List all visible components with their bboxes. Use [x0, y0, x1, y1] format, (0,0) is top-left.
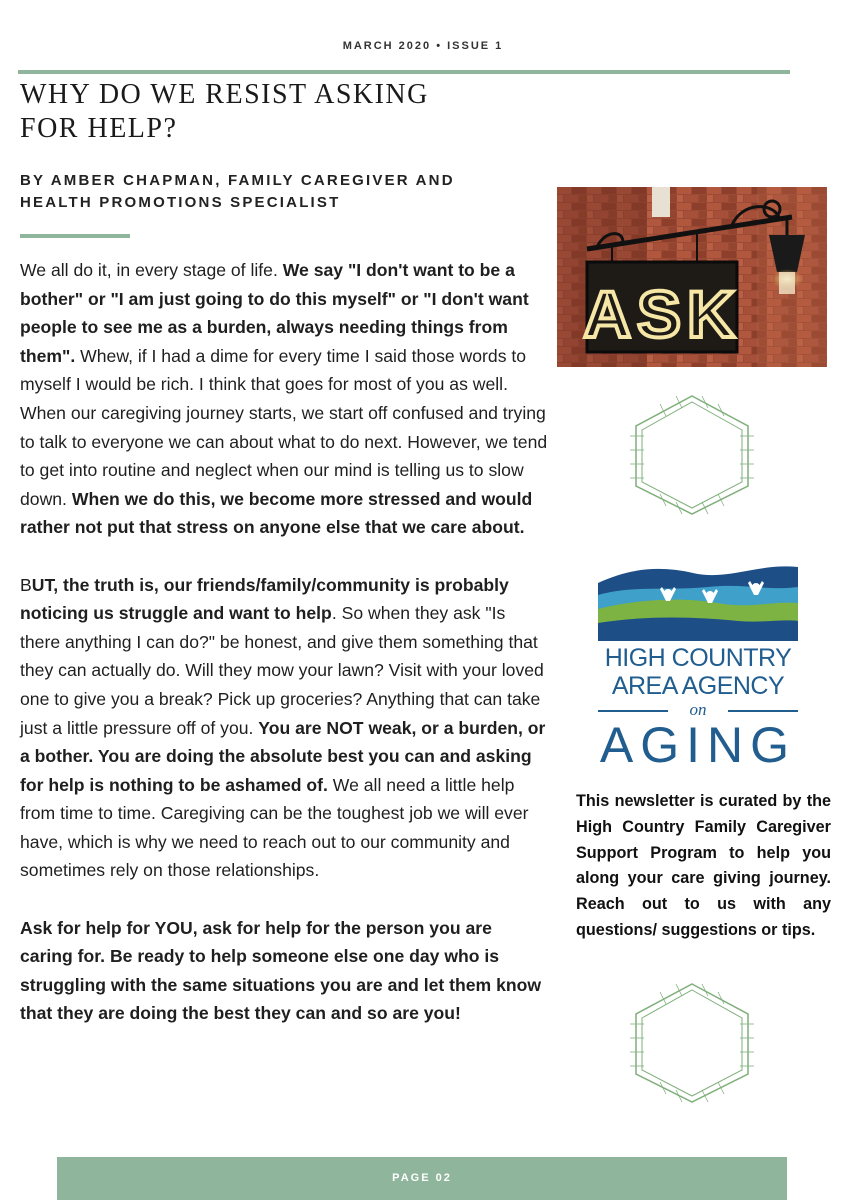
- mountains-logo-art: [598, 557, 798, 642]
- bold-run: We say "I don't want to be a bother" or "I am just going to do this myself" or "I don't want people to see me as a burden, always needing things from them".: [20, 260, 529, 366]
- ask-sign-illustration: [557, 187, 827, 367]
- paragraph-3: [20, 914, 548, 1028]
- logo-line-high-country: HIGH COUNTRY: [604, 644, 792, 672]
- text-run: We all need a little help from time to time. Caregiving can be the toughest job we will ever have, which is why we need to reach out to our community and sometimes rely on those relationships.: [20, 774, 529, 881]
- text-run: . So when they ask "Is there anything I can do?" be honest, and give them something that they can actually do. Will they mow your lawn? Visit with your loved one to give you a break? Pick up groceries? Anything that can take just a little pressure off of you.: [20, 603, 544, 738]
- logo-word-aging: AGING: [599, 717, 797, 773]
- text-run: B: [20, 574, 32, 595]
- page-number: PAGE 02: [392, 1172, 452, 1184]
- byline-divider: [20, 234, 130, 238]
- article-byline: [20, 170, 540, 214]
- paragraph-2: [20, 571, 548, 886]
- logo-line-area-agency: AREA AGENCY: [611, 672, 785, 700]
- agency-logo: [598, 557, 798, 772]
- hexagon-frame-top: [630, 390, 754, 520]
- hexagon-frame-bottom: [630, 978, 754, 1108]
- byline-line-1: BY AMBER CHAPMAN, FAMILY CAREGIVER AND: [20, 172, 455, 189]
- top-divider: [18, 70, 790, 74]
- newsletter-note: This newsletter is curated by the High Country Family Caregiver Support Program to help you along your care giving journey. Reach out to us with any questions/ suggestions or tips.: [576, 792, 831, 939]
- footer-bar: [57, 1157, 787, 1200]
- bold-run: When we do this, we become more stressed and would rather not put that stress on anyone else that we care about.: [20, 488, 533, 538]
- bold-run: You are NOT weak, or a burden, or a bother. You are doing the absolute best you can and asking for help is nothing to be ashamed of.: [20, 717, 546, 795]
- article-title-line-2: FOR HELP?: [20, 113, 178, 144]
- text-run: Whew, if I had a dime for every time I said those words to myself I would be rich. I think that goes for most of you as well. When our caregiving journey starts, we start off confused and trying to talk to everyone we can about what to do next. However, we tend to get into routine and neglect when our mind is telling us to slow down.: [20, 345, 548, 509]
- logo-word-on: on: [689, 700, 707, 719]
- bold-run: UT, the truth is, our friends/family/community is probably noticing us struggle and want to help: [20, 574, 509, 624]
- paragraph-1: [20, 256, 548, 542]
- article-body: [20, 256, 548, 1057]
- ask-sign-photo: [557, 187, 827, 367]
- text-run: We all do it, in every stage of life.: [20, 260, 283, 280]
- article-title-line-1: WHY DO WE RESIST ASKING: [20, 79, 429, 110]
- article-title: [20, 78, 540, 146]
- byline-line-2: HEALTH PROMOTIONS SPECIALIST: [20, 194, 341, 211]
- bold-run: Ask for help for YOU, ask for help for the person you are caring for. Be ready to help someone else one day who is struggling with the same situations you are and let them know that they are doing the best they can and so are you!: [20, 917, 542, 1024]
- sign-text: ASK: [583, 277, 741, 351]
- issue-label: MARCH 2020 • ISSUE 1: [342, 40, 504, 52]
